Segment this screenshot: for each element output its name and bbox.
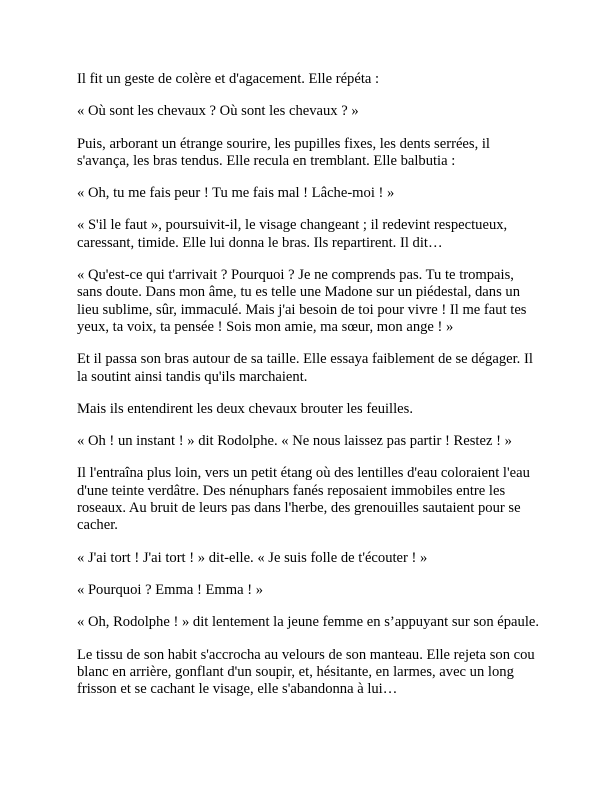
paragraph: « Qu'est-ce qui t'arrivait ? Pourquoi ? Je ne comprends pas. Tu te trompais, sans doute. Dans mon âme, tu es telle une Madone sur un piédestal, dans un lieu sublime, sûr, immaculé. Mais j'ai besoin de toi pour vivre ! Il me faut tes yeux, ta voix, ta pensée ! Sois mon amie, ma sœur, mon ange ! »: [77, 267, 527, 335]
paragraph: Et il passa son bras autour de sa taille. Elle essaya faiblement de se dégager. Il la soutint ainsi tandis qu'ils marchaient.: [77, 351, 533, 385]
paragraph: « Oh ! un instant ! » dit Rodolphe. « Ne nous laissez pas partir ! Restez ! »: [77, 433, 512, 450]
paragraph: Le tissu de son habit s'accrocha au velours de son manteau. Elle rejeta son cou blanc en arrière, gonflant d'un soupir, et, hésitante, en larmes, avec un long frisson et se cachant le visage, elle s'abandonna à lui…: [77, 646, 535, 698]
paragraph: « Oh, tu me fais peur ! Tu me fais mal ! Lâche-moi ! »: [77, 185, 395, 202]
paragraph: « J'ai tort ! J'ai tort ! » dit-elle. « Je suis folle de t'écouter ! »: [77, 549, 428, 566]
paragraph: Il fit un geste de colère et d'agacement. Elle répéta :: [77, 71, 380, 87]
document-body: [77, 71, 539, 713]
paragraph: Puis, arborant un étrange sourire, les pupilles fixes, les dents serrées, il s'avança, les bras tendus. Elle recula en tremblant. Elle balbutia :: [77, 135, 490, 169]
paragraph: « Où sont les chevaux ? Où sont les chevaux ? »: [77, 103, 359, 120]
paragraph: « Pourquoi ? Emma ! Emma ! »: [77, 581, 264, 598]
paragraph: « S'il le faut », poursuivit-il, le visage changeant ; il redevint respectueux, caressant, timide. Elle lui donna le bras. Ils repartirent. Il dit…: [77, 217, 508, 251]
paragraph: Mais ils entendirent les deux chevaux brouter les feuilles.: [77, 400, 413, 417]
paragraph: « Oh, Rodolphe ! » dit lentement la jeune femme en s’appuyant sur son épaule.: [77, 614, 540, 631]
paragraph: Il l'entraîna plus loin, vers un petit étang où des lentilles d'eau coloraient l'eau d'une teinte verdâtre. Des nénuphars fanés reposaient immobiles entre les roseaux. Au bruit de leurs pas dans l'herbe, des grenouilles sautaient pour se cacher.: [77, 465, 530, 534]
